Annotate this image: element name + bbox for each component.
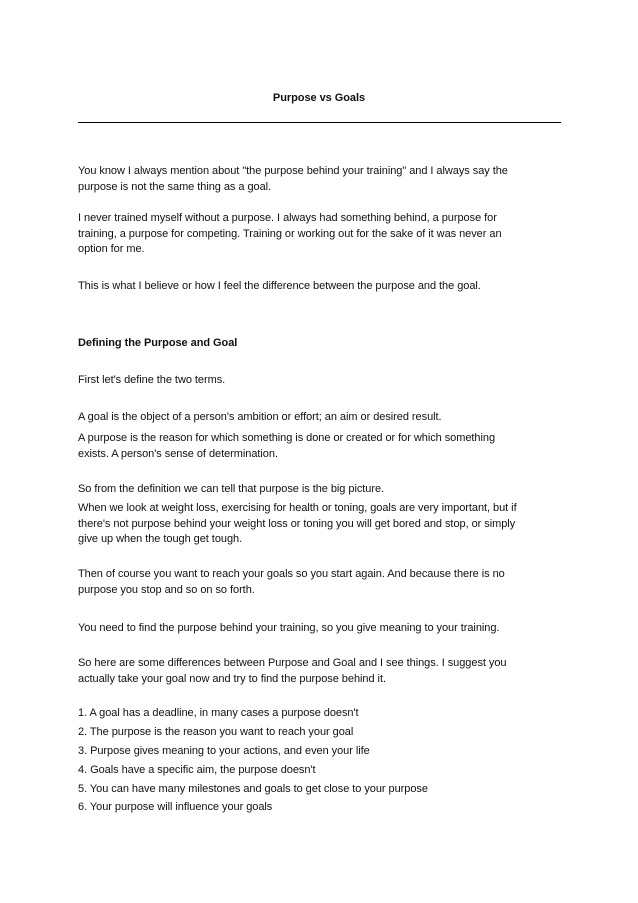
list-item bbox=[78, 744, 578, 760]
list-item bbox=[78, 763, 578, 779]
text-line: A goal is the object of a person's ambition or effort; an aim or desired result. bbox=[78, 411, 442, 423]
paragraph-differences bbox=[78, 656, 578, 687]
list-item-text: 1. A goal has a deadline, in many cases a purpose doesn't bbox=[78, 707, 359, 719]
list-item-text: 5. You can have many milestones and goals to get close to your purpose bbox=[78, 783, 428, 795]
text-line: actually take your goal now and try to find the purpose behind it. bbox=[78, 672, 386, 685]
list-item bbox=[78, 706, 578, 722]
text-line: I never trained myself without a purpose. I always had something behind, a purpose for bbox=[78, 212, 497, 224]
text-line: purpose you stop and so on so forth. bbox=[78, 583, 255, 596]
text-line: So here are some differences between Purpose and Goal and I see things. I suggest you bbox=[78, 657, 507, 669]
section-heading bbox=[78, 336, 578, 352]
paragraph-goal-definition bbox=[78, 410, 578, 426]
paragraph-big-picture bbox=[78, 482, 578, 498]
paragraph-purpose-definition bbox=[78, 431, 578, 462]
text-line: there's not purpose behind your weight loss or toning you will get bored and stop, or simply bbox=[78, 517, 516, 530]
heading-text: Defining the Purpose and Goal bbox=[78, 337, 238, 349]
text-line: training, a purpose for competing. Training or working out for the sake of it was never an bbox=[78, 227, 502, 240]
list-item-text: 3. Purpose gives meaning to your actions, and even your life bbox=[78, 745, 370, 757]
list-item-text: 2. The purpose is the reason you want to reach your goal bbox=[78, 726, 354, 738]
text-line: You know I always mention about "the purpose behind your training" and I always say the bbox=[78, 165, 508, 177]
text-line: Then of course you want to reach your goals so you start again. And because there is no bbox=[78, 568, 505, 580]
text-line: So from the definition we can tell that purpose is the big picture. bbox=[78, 483, 385, 495]
text-line: option for me. bbox=[78, 243, 145, 255]
paragraph-define bbox=[78, 373, 578, 389]
text-line: This is what I believe or how I feel the difference between the purpose and the goal. bbox=[78, 280, 481, 292]
text-line: When we look at weight loss, exercising for health or toning, goals are very important, but if bbox=[78, 502, 517, 514]
text-line: You need to find the purpose behind your training, so you give meaning to your training. bbox=[78, 622, 500, 634]
list-item-text: 4. Goals have a specific aim, the purpose doesn't bbox=[78, 764, 316, 776]
title-divider bbox=[78, 122, 561, 123]
paragraph-start-again bbox=[78, 567, 578, 598]
text-line: purpose is not the same thing as a goal. bbox=[78, 180, 272, 193]
text-line: exists. A person's sense of determination. bbox=[78, 447, 278, 460]
document-title: Purpose vs Goals bbox=[272, 92, 366, 104]
list-item bbox=[78, 782, 578, 798]
paragraph-never-trained bbox=[78, 211, 578, 258]
paragraph-find-purpose bbox=[78, 621, 578, 637]
text-line: give up when the tough get tough. bbox=[78, 533, 243, 545]
paragraph-believe bbox=[78, 279, 578, 295]
list-item-text: 6. Your purpose will influence your goals bbox=[78, 801, 273, 813]
list-item bbox=[78, 800, 578, 816]
list-item bbox=[78, 725, 578, 741]
text-line: A purpose is the reason for which something is done or created or for which something bbox=[78, 432, 496, 444]
text-line: First let's define the two terms. bbox=[78, 374, 226, 386]
paragraph-intro bbox=[78, 164, 578, 195]
paragraph-weight-loss bbox=[78, 501, 578, 548]
